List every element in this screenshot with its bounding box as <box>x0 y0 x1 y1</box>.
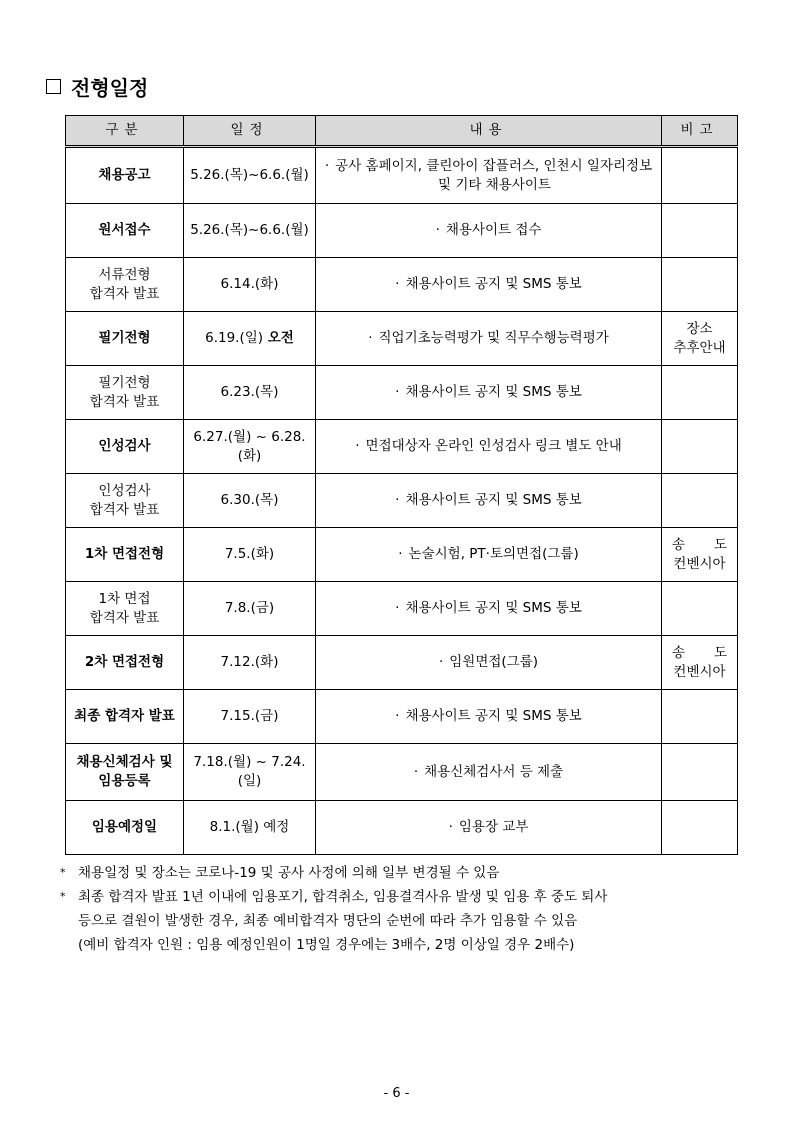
content-line: · 공사 홈페이지, 클린아이 잡플러스, 인천시 일자리정보 <box>324 157 653 174</box>
note-line: 추후안내 <box>673 339 726 356</box>
category-line: 합격자 발표 <box>89 285 160 302</box>
row-note <box>662 204 738 258</box>
row-content <box>316 690 662 744</box>
table-row <box>66 528 738 582</box>
row-category <box>66 258 184 312</box>
row-note <box>662 528 738 582</box>
row-date <box>184 204 316 258</box>
category-line: 2차 면접전형 <box>84 654 165 670</box>
category-line: 합격자 발표 <box>89 501 160 518</box>
category-line: 1차 면접 <box>98 590 151 607</box>
content-line: · 임용장 교부 <box>448 819 529 835</box>
category-line: 인성검사 <box>98 438 151 454</box>
footnote-star: * <box>60 890 66 903</box>
row-note <box>662 312 738 366</box>
row-category <box>66 636 184 690</box>
content-line: 및 기타 채용사이트 <box>438 176 551 193</box>
table-row <box>66 420 738 474</box>
row-note <box>662 258 738 312</box>
category-line: 최종 합격자 발표 <box>74 708 175 724</box>
table-row <box>66 690 738 744</box>
date-text: 7.5.(화) <box>224 546 275 562</box>
table-row <box>66 582 738 636</box>
section-title: 전형일정 <box>71 76 149 100</box>
date-text: 6.23.(목) <box>220 384 279 400</box>
content-line: · 채용사이트 공지 및 SMS 통보 <box>395 600 582 616</box>
row-content <box>316 312 662 366</box>
row-note <box>662 801 738 855</box>
bullet-icon: · <box>395 708 400 724</box>
row-content <box>316 420 662 474</box>
bullet-icon: · <box>395 384 400 400</box>
row-content <box>316 528 662 582</box>
date-text: 7.8.(금) <box>224 600 275 616</box>
row-content <box>316 744 662 801</box>
category-line: 임용등록 <box>98 773 151 789</box>
bullet-icon: · <box>398 546 403 562</box>
date-text: 7.12.(화) <box>220 654 279 670</box>
row-category <box>66 690 184 744</box>
content-line: · 논술시험, PT·토의면접(그룹) <box>398 546 579 562</box>
date-text: 7.18.(월) ~ 7.24.(일) <box>193 754 306 789</box>
bullet-icon: · <box>413 763 419 780</box>
table-row <box>66 147 738 204</box>
date-text: 7.15.(금) <box>220 708 279 724</box>
category-line: 임용예정일 <box>91 819 158 835</box>
header-note: 비고 <box>662 116 738 147</box>
row-note <box>662 636 738 690</box>
bullet-icon: · <box>324 157 330 174</box>
date-text: 6.19.(일) <box>205 330 264 346</box>
row-date <box>184 366 316 420</box>
row-note <box>662 420 738 474</box>
table-row <box>66 801 738 855</box>
page-number: - 6 - <box>383 1086 410 1101</box>
row-note <box>662 147 738 204</box>
content-line: · 채용사이트 접수 <box>435 222 542 238</box>
date-text: 6.27.(월) ~ 6.28.(화) <box>193 428 306 464</box>
checkbox-icon <box>46 79 61 94</box>
note-line: 장소 <box>686 320 713 337</box>
bullet-icon: · <box>438 654 444 670</box>
row-date <box>184 474 316 528</box>
row-content <box>316 366 662 420</box>
bullet-icon: · <box>448 819 453 835</box>
row-note <box>662 690 738 744</box>
footnote-line: * 최종 합격자 발표 1년 이내에 임용포기, 합격취소, 임용결격사유 발생 및 임용 후 중도 퇴사 <box>60 885 750 909</box>
row-date <box>184 147 316 204</box>
row-content <box>316 258 662 312</box>
content-line: · 채용사이트 공지 및 SMS 통보 <box>395 492 582 508</box>
table-row <box>66 474 738 528</box>
table-row <box>66 366 738 420</box>
row-category <box>66 801 184 855</box>
row-date <box>184 801 316 855</box>
category-line: 합격자 발표 <box>89 609 160 626</box>
category-line: 1차 면접전형 <box>84 546 165 562</box>
footnote-line: (예비 합격자 인원 : 임용 예정인원이 1명일 경우에는 3배수, 2명 이상일 경우 2배수) <box>78 937 575 953</box>
row-category <box>66 204 184 258</box>
row-content <box>316 801 662 855</box>
row-category <box>66 744 184 801</box>
row-date <box>184 528 316 582</box>
bullet-icon: · <box>368 330 373 346</box>
category-line: 서류전형 <box>98 266 151 283</box>
bullet-icon: · <box>435 222 440 238</box>
row-category <box>66 147 184 204</box>
header-content: 내용 <box>316 116 662 147</box>
row-note <box>662 366 738 420</box>
footnote-star: * <box>60 866 66 879</box>
bullet-icon: · <box>395 600 400 616</box>
content-line: · 면접대상자 온라인 인성검사 링크 별도 안내 <box>355 438 622 454</box>
row-date <box>184 582 316 636</box>
content-line: · 채용사이트 공지 및 SMS 통보 <box>395 708 582 724</box>
bullet-icon: · <box>395 492 400 508</box>
table-row <box>66 636 738 690</box>
footnotes <box>60 861 750 957</box>
row-category <box>66 474 184 528</box>
row-note <box>662 582 738 636</box>
row-note <box>662 744 738 801</box>
date-text: 8.1.(월) 예정 <box>209 819 290 835</box>
date-text: 6.30.(목) <box>220 492 279 508</box>
category-line: 필기전형 <box>98 330 151 346</box>
footnote-line: 등으로 결원이 발생한 경우, 최종 예비합격자 명단의 순번에 따라 추가 임용할 수 있음 <box>78 913 578 929</box>
table-row <box>66 204 738 258</box>
note-line: 송 도 <box>672 536 727 553</box>
section-heading <box>46 72 148 101</box>
note-line: 컨벤시아 <box>673 555 726 572</box>
row-content <box>316 582 662 636</box>
category-line: 채용신체검사 및 <box>76 754 173 770</box>
row-date <box>184 420 316 474</box>
table-row <box>66 258 738 312</box>
footnote-line: * 채용일정 및 장소는 코로나-19 및 공사 사정에 의해 일부 변경될 수 있음 <box>60 861 750 885</box>
date-text: 5.26.(목)~6.6.(월) <box>190 222 309 238</box>
table-row <box>66 744 738 801</box>
header-date: 일정 <box>184 116 316 147</box>
row-category <box>66 582 184 636</box>
row-content <box>316 147 662 204</box>
row-category <box>66 528 184 582</box>
row-content <box>316 474 662 528</box>
row-content <box>316 204 662 258</box>
content-line: · 임원면접(그룹) <box>438 654 539 670</box>
date-extra: 오전 <box>263 330 294 346</box>
row-date <box>184 690 316 744</box>
category-line: 채용공고 <box>98 167 151 183</box>
table-row <box>66 312 738 366</box>
row-date <box>184 258 316 312</box>
bullet-icon: · <box>355 438 360 454</box>
row-content <box>316 636 662 690</box>
content-line: · 채용사이트 공지 및 SMS 통보 <box>395 276 582 292</box>
row-category <box>66 420 184 474</box>
table-header-row <box>66 116 738 147</box>
header-category: 구분 <box>66 116 184 147</box>
category-line: 필기전형 <box>98 374 151 391</box>
category-line: 합격자 발표 <box>89 393 160 410</box>
date-text: 5.26.(목)~6.6.(월) <box>190 167 309 183</box>
content-line: · 채용사이트 공지 및 SMS 통보 <box>395 384 582 400</box>
date-text: 6.14.(화) <box>220 276 279 292</box>
bullet-icon: · <box>395 276 400 292</box>
content-line: · 채용신체검사서 등 제출 <box>413 763 564 780</box>
row-date <box>184 636 316 690</box>
row-category <box>66 366 184 420</box>
category-line: 인성검사 <box>98 482 151 499</box>
content-line: · 직업기초능력평가 및 직무수행능력평가 <box>368 330 609 346</box>
row-date <box>184 312 316 366</box>
schedule-table <box>65 115 738 855</box>
row-date <box>184 744 316 801</box>
row-note <box>662 474 738 528</box>
note-line: 컨벤시아 <box>673 663 726 680</box>
category-line: 원서접수 <box>98 222 151 238</box>
note-line: 송 도 <box>672 644 727 661</box>
row-category <box>66 312 184 366</box>
